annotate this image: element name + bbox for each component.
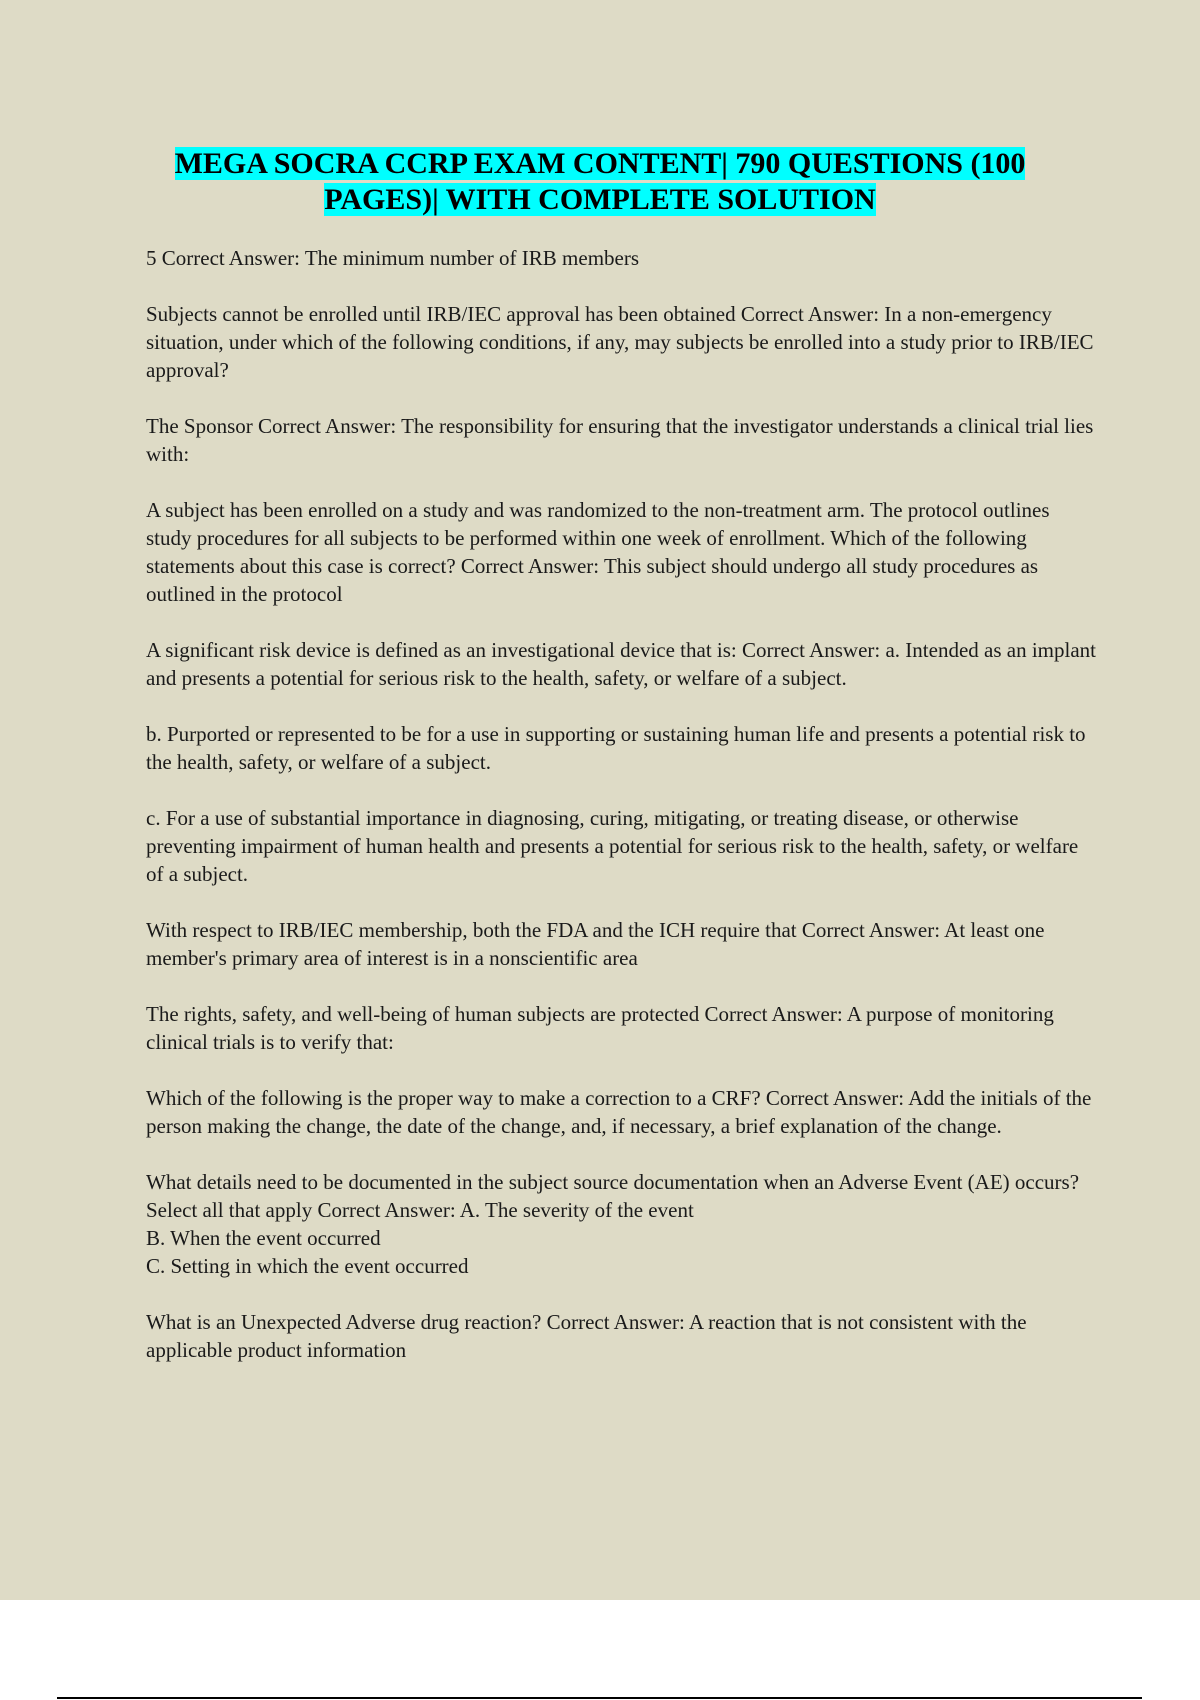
qa-paragraph: The Sponsor Correct Answer: The responsibility for ensuring that the investigator understands a clinical trial lies with:	[146, 414, 1094, 466]
qa-paragraph: A subject has been enrolled on a study and was randomized to the non-treatment arm. The protocol outlines study procedures for all subjects to be performed within one week of enrollment. Which of the following statements about this case is correct? Correct Answer: This subject should undergo all study procedures as outlined in the protocol	[146, 498, 1050, 606]
ae-answer-line-b: B. When the event occurred	[146, 1226, 381, 1250]
qa-paragraph: b. Purported or represented to be for a use in supporting or sustaining human life and presents a potential risk to the health, safety, or welfare of a subject.	[146, 722, 1086, 774]
title-line-1: MEGA SOCRA CCRP EXAM CONTENT| 790 QUESTIONS (100	[174, 147, 1026, 180]
qa-paragraph: c. For a use of substantial importance in diagnosing, curing, mitigating, or treating disease, or otherwise preventing impairment of human health and presents a potential for serious risk to the health, safety, or welfare of a subject.	[146, 806, 1079, 886]
qa-paragraph: The rights, safety, and well-being of human subjects are protected Correct Answer: A purpose of monitoring clinical trials is to verify that:	[146, 1002, 1054, 1054]
ae-answer-line-c: C. Setting in which the event occurred	[146, 1254, 469, 1278]
qa-paragraph: 5 Correct Answer: The minimum number of IRB members	[146, 246, 640, 270]
qa-paragraph: With respect to IRB/IEC membership, both the FDA and the ICH require that Correct Answer: At least one member's primary area of interest is in a nonscientific area	[146, 918, 1045, 970]
qa-paragraph-adverse-event	[146, 1168, 1096, 1280]
qa-paragraph: What is an Unexpected Adverse drug reaction? Correct Answer: A reaction that is not consistent with the applicable product information	[146, 1310, 1027, 1362]
title-line-2: PAGES)| WITH COMPLETE SOLUTION	[324, 183, 876, 216]
document-title	[60, 146, 1140, 218]
document-body	[146, 244, 1096, 1392]
ae-question-line: What details need to be documented in the subject source documentation when an Adverse Event (AE) occurs? Select all that apply Correct Answer: A. The severity of the event	[146, 1170, 1080, 1222]
footer-divider	[57, 1697, 1142, 1699]
qa-paragraph: A significant risk device is defined as an investigational device that is: Correct Answer: a. Intended as an implant and presents a potential for serious risk to the health, safety, or welfare of a subject.	[146, 638, 1096, 690]
qa-paragraph: Which of the following is the proper way to make a correction to a CRF? Correct Answer: Add the initials of the person making the change, the date of the change, and, if necessary, a brief explanation of the change.	[146, 1086, 1092, 1138]
qa-paragraph: Subjects cannot be enrolled until IRB/IEC approval has been obtained Correct Answer: In a non-emergency situation, under which of the following conditions, if any, may subjects be enrolled into a study prior to IRB/IEC approval?	[146, 302, 1094, 382]
